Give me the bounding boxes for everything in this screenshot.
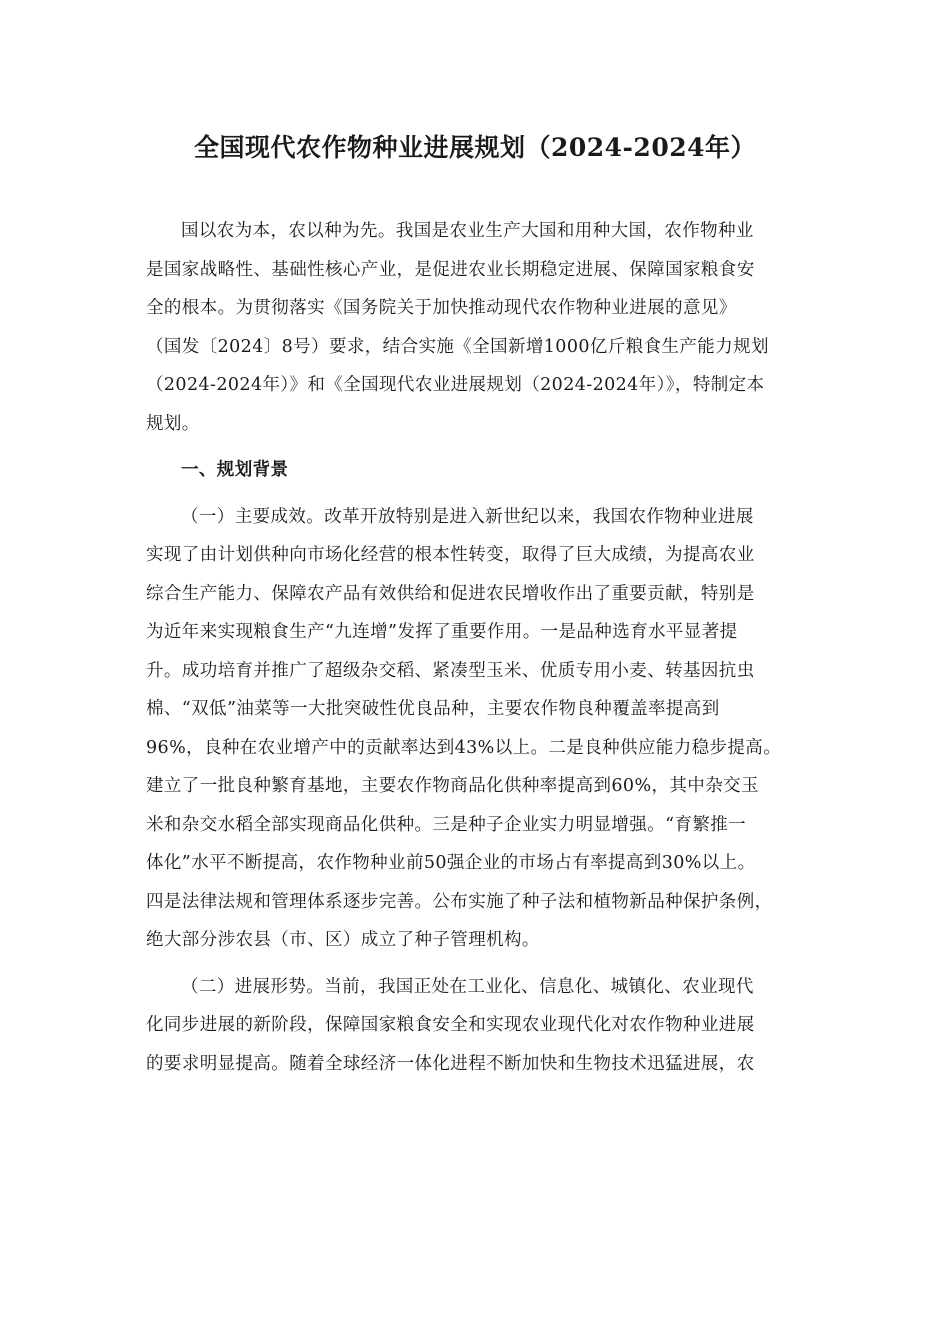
text-line: 是国家战略性、基础性核心产业，是促进农业长期稳定进展、保障国家粮食安 xyxy=(146,259,755,280)
text-line: 米和杂交水稻全部实现商品化供种。三是种子企业实力明显增强。“育繁推一 xyxy=(146,814,747,835)
document-title: 全国现代农作物种业进展规划（2024-2024年） xyxy=(193,133,757,162)
text-line: 96%，良种在农业增产中的贡献率达到43%以上。二是良种供应能力稳步提高。 xyxy=(146,737,782,758)
text-line: （一）主要成效。改革开放特别是进入新世纪以来，我国农作物种业进展 xyxy=(181,506,754,527)
text-line: 的要求明显提高。随着全球经济一体化进程不断加快和生物技术迅猛进展，农 xyxy=(146,1053,755,1074)
text-line: （2024-2024年）》和《全国现代农业进展规划（2024-2024年）》，特制定本 xyxy=(146,375,765,395)
text-line: 体化”水平不断提高，农作物种业前50强企业的市场占有率提高到30%以上。 xyxy=(146,853,756,873)
text-line: 四是法律法规和管理体系逐步完善。公布实施了种子法和植物新品种保护条例， xyxy=(146,891,773,912)
text-line: 国以农为本，农以种为先。我国是农业生产大国和用种大国，农作物种业 xyxy=(181,221,754,241)
section-heading: 一、规划背景 xyxy=(181,460,289,480)
text-line: （国发〔2024〕8号）要求，结合实施《全国新增1000亿斤粮食生产能力规划 xyxy=(146,336,769,357)
text-line: （二）进展形势。当前，我国正处在工业化、信息化、城镇化、农业现代 xyxy=(181,976,754,997)
achievements-paragraph xyxy=(146,498,802,960)
text-line: 绝大部分涉农县（市、区）成立了种子管理机构。 xyxy=(146,930,540,950)
text-line: 实现了由计划供种向市场化经营的根本性转变，取得了巨大成绩，为提高农业 xyxy=(146,545,755,565)
text-line: 升。成功培育并推广了超级杂交稻、紧凑型玉米、优质专用小麦、转基因抗虫 xyxy=(146,660,755,681)
text-line: 棉、“双低”油菜等一大批突破性优良品种，主要农作物良种覆盖率提高到 xyxy=(146,699,720,719)
text-line: 综合生产能力、保障农产品有效供给和促进农民增收作出了重要贡献，特别是 xyxy=(146,583,755,604)
text-line: 建立了一批良种繁育基地，主要农作物商品化供种率提高到60%，其中杂交玉 xyxy=(146,776,759,796)
text-line: 规划。 xyxy=(146,413,200,434)
situation-paragraph xyxy=(146,968,802,1084)
intro-paragraph xyxy=(146,212,802,443)
text-line: 为近年来实现粮食生产“九连增”发挥了重要作用。一是品种选育水平显著提 xyxy=(146,622,738,642)
text-line: 化同步进展的新阶段，保障国家粮食安全和实现农业现代化对农作物种业进展 xyxy=(146,1015,755,1035)
document-body xyxy=(146,212,802,1083)
text-line: 全的根本。为贯彻落实《国务院关于加快推动现代农作物种业进展的意见》 xyxy=(146,298,737,318)
